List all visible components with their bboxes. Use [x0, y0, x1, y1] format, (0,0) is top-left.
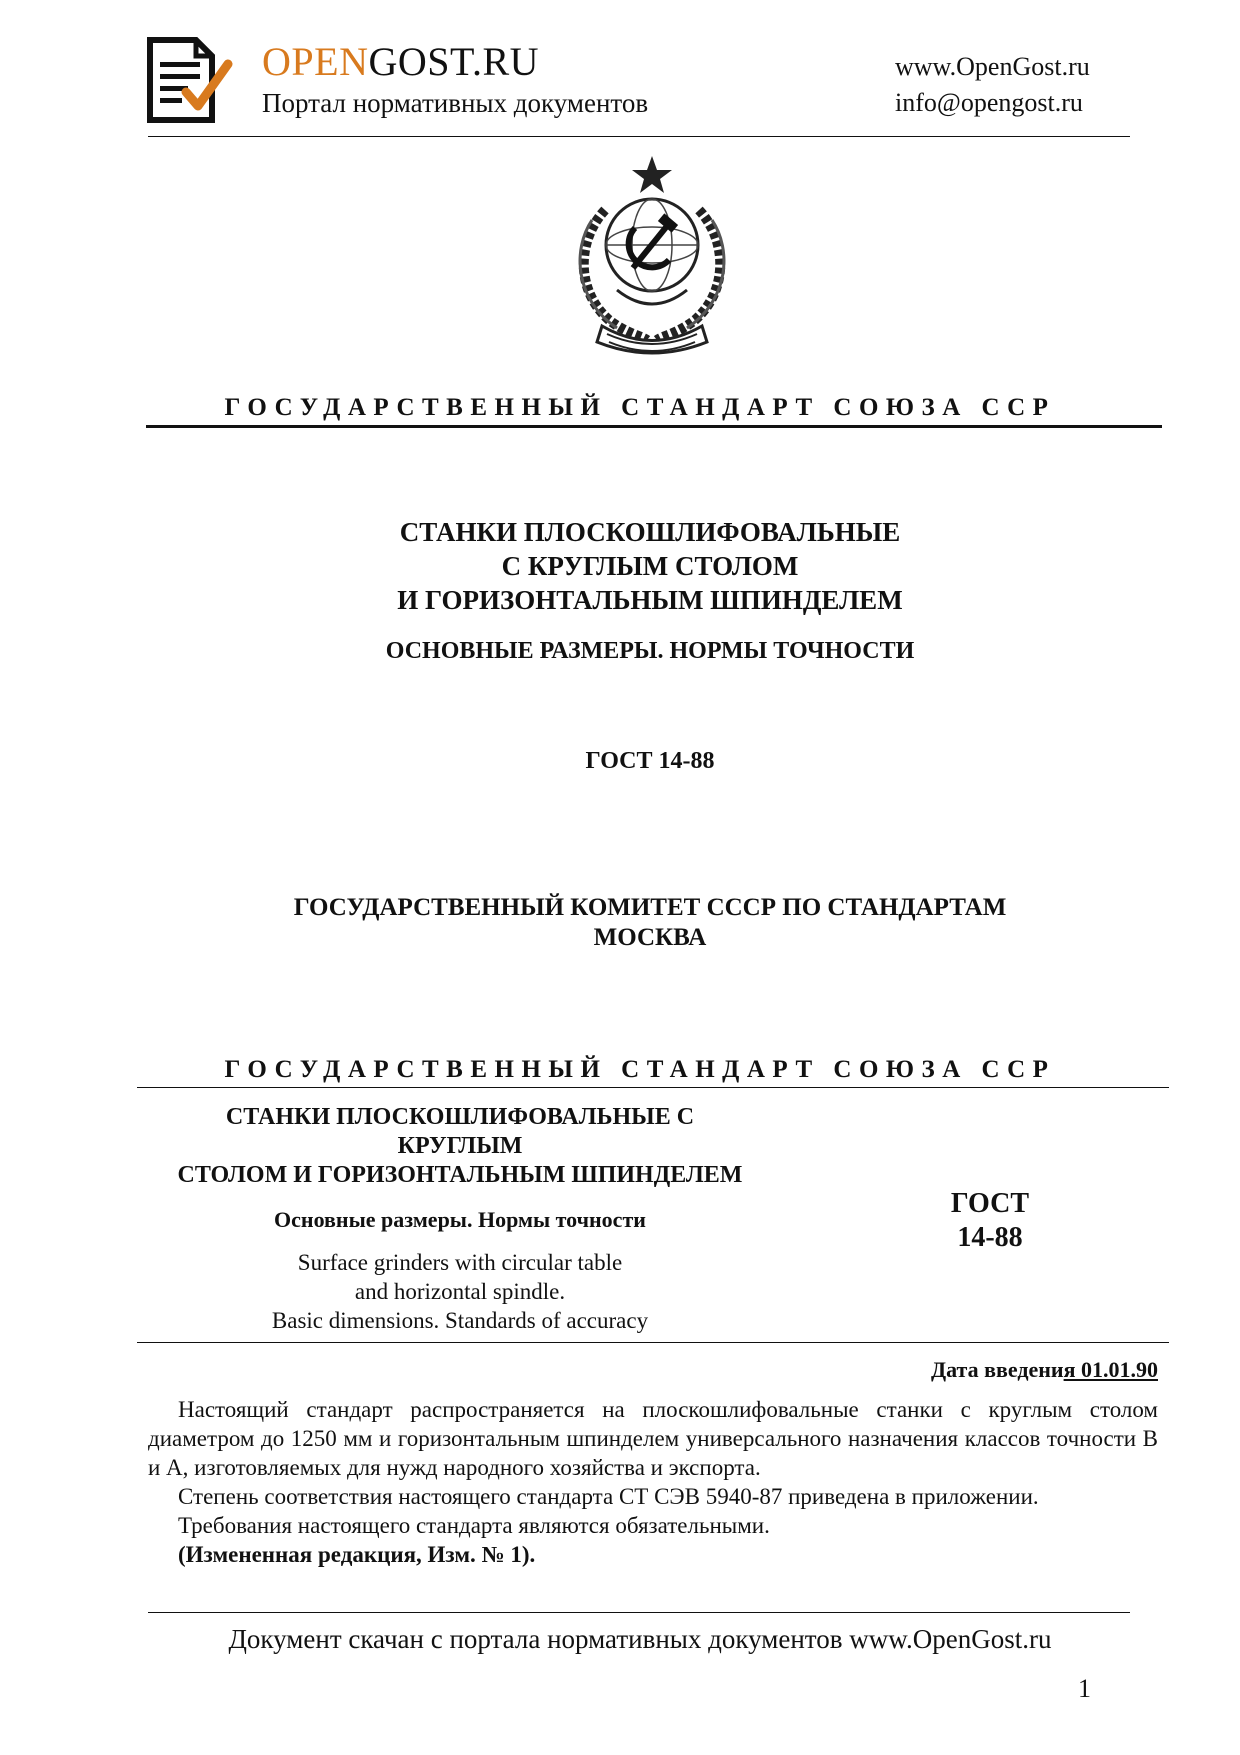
email-link[interactable]: info@opengost.ru: [895, 88, 1083, 117]
cover-standard-union-heading: ГОСУДАРСТВЕННЫЙ СТАНДАРТ СОЮЗА ССР: [224, 394, 1056, 421]
cover-gost-number: ГОСТ 14-88: [585, 748, 715, 774]
brand-subtitle: Портал нормативных документов: [262, 88, 649, 118]
footer-download-note: Документ скачан с портала нормативных документов www.OpenGost.ru: [228, 1624, 1052, 1654]
cover-title-line: СТАНКИ ПЛОСКОШЛИФОВАЛЬНЫЕ: [399, 517, 901, 547]
standard-title-line: СТОЛОМ И ГОРИЗОНТАЛЬНЫМ ШПИНДЕЛЕМ: [177, 1162, 743, 1188]
footer-divider: [148, 1612, 1130, 1613]
english-title-line: Basic dimensions. Standards of accuracy: [271, 1308, 649, 1333]
introduction-date-label: Дата введени: [930, 1357, 1064, 1382]
english-title-line: and horizontal spindle.: [354, 1279, 566, 1304]
cover-committee-line: МОСКВА: [593, 924, 707, 951]
brand-name-accent: OPEN: [262, 39, 369, 84]
cover-committee-line: ГОСУДАРСТВЕННЫЙ КОМИТЕТ СССР ПО СТАНДАРТАМ: [293, 894, 1007, 921]
cover-title-line: С КРУГЛЫМ СТОЛОМ: [501, 551, 799, 581]
website-link[interactable]: www.OpenGost.ru: [895, 52, 1090, 81]
standard-title-line: СТАНКИ ПЛОСКОШЛИФОВАЛЬНЫЕ С: [225, 1104, 695, 1130]
cover-divider: [146, 425, 1162, 428]
document-check-icon: [146, 36, 234, 124]
standard-subtitle: Основные размеры. Нормы точности: [274, 1207, 646, 1232]
compliance-paragraph: Степень соответствия настоящего стандарта СТ СЭВ 5940-87 приведена в приложении.: [178, 1484, 1039, 1509]
cover-committee: [200, 893, 1100, 953]
standard-union-heading: ГОСУДАРСТВЕННЫЙ СТАНДАРТ СОЮЗА ССР: [224, 1056, 1056, 1083]
title-block-bottom-divider: [137, 1342, 1169, 1343]
scope-paragraph: Настоящий стандарт распространяется на плоскошлифовальные станки с круглым столом диаметром до 1250 мм и горизонтальным шпинделем универсального назначения классов точности В и А, изготовляемых для нужд народного хозяйства и экспорта.: [148, 1397, 1158, 1480]
cover-title-line: И ГОРИЗОНТАЛЬНЫМ ШПИНДЕЛЕМ: [397, 585, 903, 615]
gost-designation: [890, 1187, 1090, 1255]
introduction-date: [600, 1357, 1158, 1383]
english-title: [140, 1248, 780, 1335]
gost-number: 14-88: [957, 1222, 1023, 1253]
standard-title: [140, 1103, 780, 1190]
english-title-line: Surface grinders with circular table: [297, 1250, 623, 1275]
introduction-date-value: я 01.01.90: [1063, 1357, 1158, 1382]
brand-name[interactable]: [262, 38, 539, 85]
ussr-coat-of-arms-icon: [547, 150, 757, 365]
requirements-paragraph: Требования настоящего стандарта являются обязательными.: [178, 1513, 770, 1538]
revision-note: (Измененная редакция, Изм. № 1).: [178, 1542, 536, 1567]
cover-title: [240, 515, 1060, 617]
title-block-top-divider: [137, 1087, 1169, 1088]
header-divider: [148, 136, 1130, 137]
brand-name-main: GOST.RU: [368, 39, 540, 84]
cover-subtitle: ОСНОВНЫЕ РАЗМЕРЫ. НОРМЫ ТОЧНОСТИ: [385, 638, 915, 664]
standard-title-line: КРУГЛЫМ: [397, 1133, 523, 1159]
gost-label: ГОСТ: [950, 1188, 1030, 1219]
page-number: 1: [1078, 1674, 1091, 1703]
